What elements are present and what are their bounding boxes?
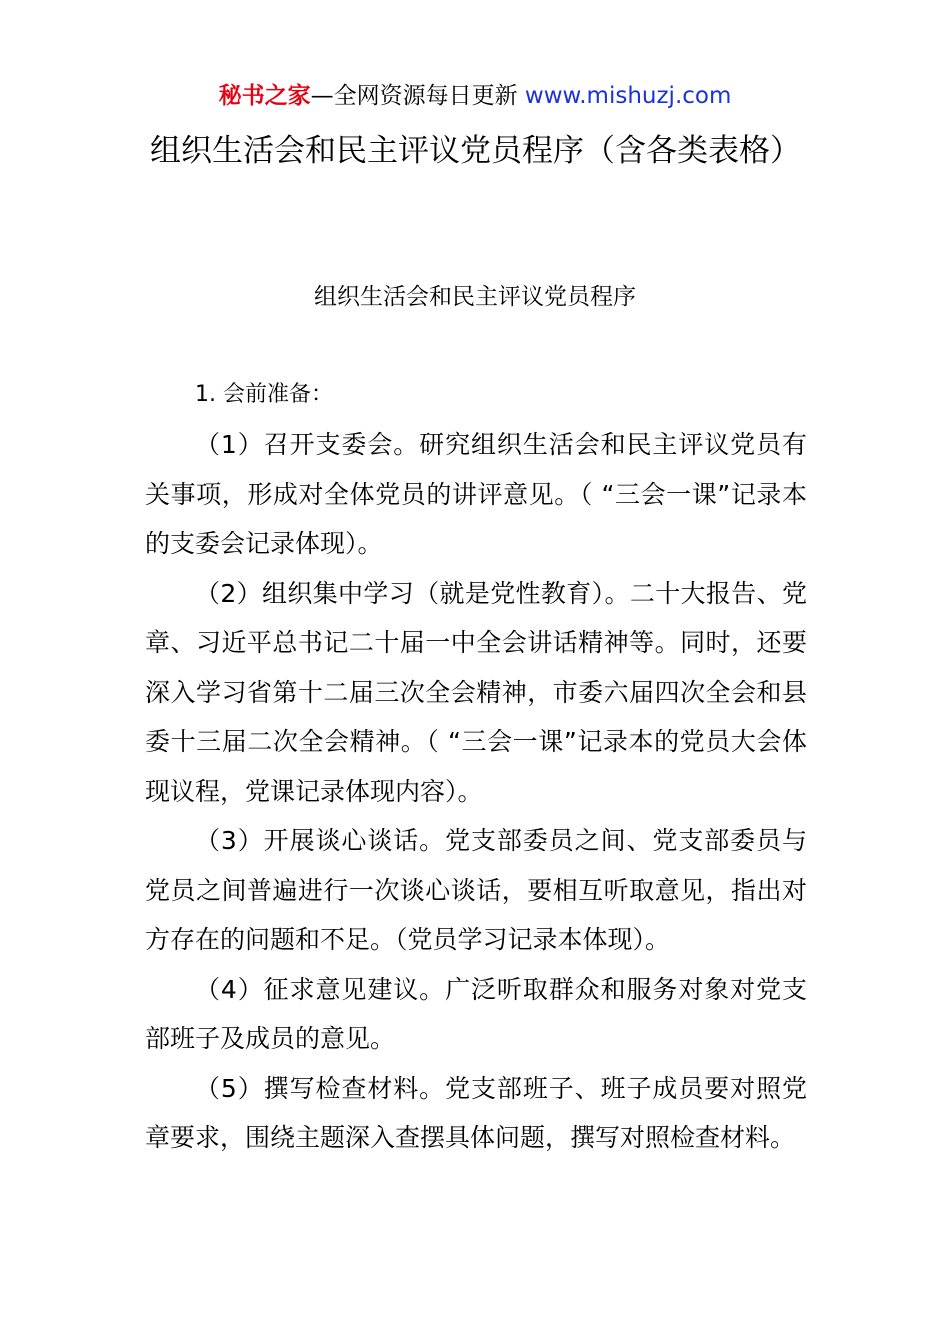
section-heading: 1. 会前准备： xyxy=(195,382,333,407)
site-header xyxy=(0,80,950,112)
brand-name: 秘书之家 xyxy=(218,83,311,109)
document-title: 组织生活会和民主评议党员程序（含各类表格） xyxy=(150,133,801,169)
paragraph-3: （3）开展谈心谈话。党支部委员之间、党支部委员与党员之间普遍进行一次谈心谈话，要相互听取意见，指出对方存在的问题和不足。（党员学习记录本体现）。 xyxy=(145,826,807,954)
document-body xyxy=(145,420,807,1163)
paragraph-2: （2）组织集中学习（就是党性教育）。二十大报告、党章、习近平总书记二十届一中全会讲话精神等。同时，还要深入学习省第十二届三次全会精神，市委六届四次全会和县委十三届二次全会精神。（ “三会一课”记录本的党员大会体现议程，党课记录体现内容）。 xyxy=(145,578,807,806)
site-url-link[interactable]: www.mishuzj.com xyxy=(524,83,732,109)
header-slogan: —全网资源每日更新 xyxy=(310,83,525,109)
paragraph-1: （1）召开支委会。研究组织生活会和民主评议党员有关事项，形成对全体党员的讲评意见。（ “三会一课”记录本的支委会记录体现）。 xyxy=(145,430,807,558)
document-subtitle: 组织生活会和民主评议党员程序 xyxy=(314,284,636,310)
paragraph-5: （5）撰写检查材料。党支部班子、班子成员要对照党章要求，围绕主题深入查摆具体问题，撰写对照检查材料。 xyxy=(145,1073,807,1152)
paragraph-4: （4）征求意见建议。广泛听取群众和服务对象对党支部班子及成员的意见。 xyxy=(145,974,807,1053)
